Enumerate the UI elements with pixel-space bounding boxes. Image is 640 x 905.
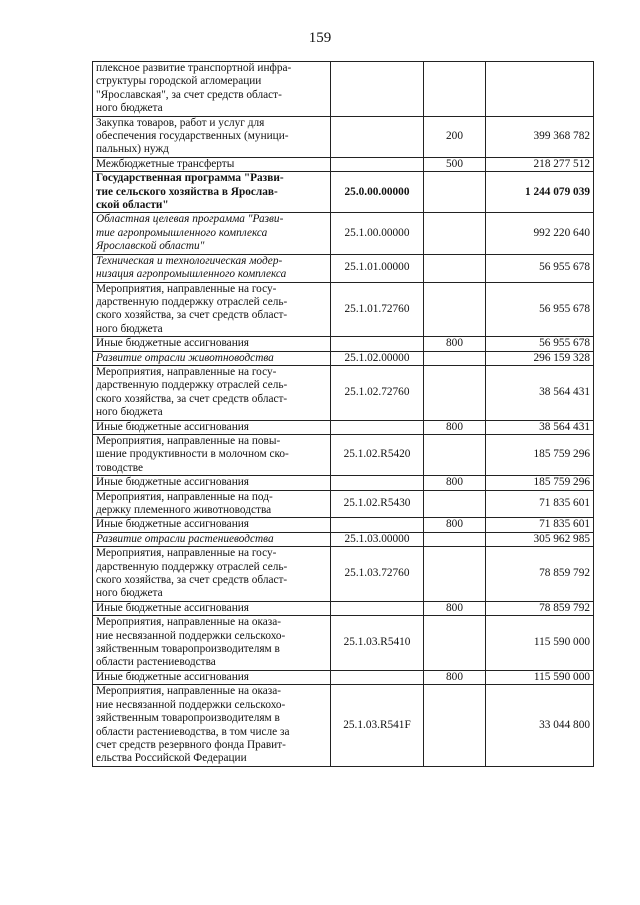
table-row [93,282,594,337]
row-expense-type-cell [424,685,486,766]
table-row [93,420,594,434]
row-expense-type-cell: 500 [424,157,486,171]
row-code-cell: 25.1.01.00000 [331,254,424,282]
row-expense-type-cell [424,282,486,337]
row-amount-cell: 992 220 640 [486,213,594,254]
table-row [93,434,594,475]
row-code-cell: 25.1.00.00000 [331,213,424,254]
row-name-cell: Иные бюджетные ассигнования [93,601,331,615]
row-amount-cell: 185 759 296 [486,434,594,475]
row-expense-type-cell [424,351,486,365]
table-row [93,616,594,671]
row-amount-cell: 305 962 985 [486,532,594,546]
row-expense-type-cell [424,254,486,282]
budget-table [92,61,594,767]
table-row [93,172,594,213]
table-row [93,365,594,420]
row-name-cell: Иные бюджетные ассигнования [93,337,331,351]
row-amount-cell: 71 835 601 [486,518,594,532]
table-row [93,476,594,490]
row-name-cell: Межбюджетные трансферты [93,157,331,171]
row-code-cell [331,157,424,171]
row-code-cell [331,518,424,532]
row-expense-type-cell: 800 [424,476,486,490]
table-row [93,670,594,684]
row-name-cell: Закупка товаров, работ и услуг для обеспечения государственных (муници- пальных) нужд [93,116,331,157]
table-row [93,518,594,532]
row-code-cell [331,476,424,490]
row-name-cell: Мероприятия, направленные на оказа- ние несвязанной поддержки сельскохо- зяйственным товаропроизводителям в области растениеводства, в том числе за счет средств резервного фонда Правит- ельства Российской Федерации [93,685,331,766]
row-name-cell: Мероприятия, направленные на госу- дарственную поддержку отраслей сель- ского хозяйства, за счет средств област- ного бюджета [93,547,331,602]
row-amount-cell: 56 955 678 [486,337,594,351]
table-row [93,254,594,282]
row-name-cell: Развитие отрасли растениеводства [93,532,331,546]
table-row [93,337,594,351]
row-name-cell: Иные бюджетные ассигнования [93,670,331,684]
row-amount-cell: 56 955 678 [486,282,594,337]
row-code-cell: 25.1.03.R541F [331,685,424,766]
row-amount-cell: 218 277 512 [486,157,594,171]
row-amount-cell: 33 044 800 [486,685,594,766]
table-row [93,685,594,766]
row-code-cell: 25.1.02.R5430 [331,490,424,518]
row-expense-type-cell [424,365,486,420]
table-row [93,157,594,171]
table-row [93,490,594,518]
row-expense-type-cell [424,172,486,213]
row-name-cell: Иные бюджетные ассигнования [93,518,331,532]
row-expense-type-cell: 800 [424,670,486,684]
row-name-cell: Иные бюджетные ассигнования [93,420,331,434]
row-code-cell: 25.1.02.72760 [331,365,424,420]
row-code-cell [331,62,424,117]
row-amount-cell: 38 564 431 [486,420,594,434]
row-expense-type-cell [424,616,486,671]
row-name-cell: Мероприятия, направленные на госу- дарственную поддержку отраслей сель- ского хозяйства, за счет средств област- ного бюджета [93,282,331,337]
row-amount-cell: 38 564 431 [486,365,594,420]
row-amount-cell: 296 159 328 [486,351,594,365]
row-name-cell: Областная целевая программа "Разви- тие агропромышленного комплекса Ярославской области" [93,213,331,254]
row-amount-cell: 78 859 792 [486,601,594,615]
row-code-cell: 25.0.00.00000 [331,172,424,213]
row-expense-type-cell [424,490,486,518]
row-expense-type-cell: 200 [424,116,486,157]
row-amount-cell: 1 244 079 039 [486,172,594,213]
row-expense-type-cell [424,532,486,546]
row-expense-type-cell: 800 [424,420,486,434]
page-number: 159 [308,30,332,46]
row-code-cell [331,670,424,684]
row-amount-cell: 185 759 296 [486,476,594,490]
row-expense-type-cell [424,547,486,602]
row-amount-cell: 399 368 782 [486,116,594,157]
table-row [93,532,594,546]
table-row [93,62,594,117]
row-code-cell [331,337,424,351]
row-name-cell: Техническая и технологическая модер- низация агропромышленного комплекса [93,254,331,282]
table-row [93,213,594,254]
row-name-cell: Мероприятия, направленные на госу- дарственную поддержку отраслей сель- ского хозяйства, за счет средств област- ного бюджета [93,365,331,420]
row-code-cell: 25.1.03.72760 [331,547,424,602]
row-name-cell: Государственная программа "Разви- тие сельского хозяйства в Ярослав- ской области" [93,172,331,213]
row-name-cell: Развитие отрасли животноводства [93,351,331,365]
row-expense-type-cell: 800 [424,601,486,615]
row-name-cell: Мероприятия, направленные на под- держку племенного животноводства [93,490,331,518]
row-code-cell: 25.1.03.R5410 [331,616,424,671]
row-code-cell: 25.1.01.72760 [331,282,424,337]
row-name-cell: Мероприятия, направленные на повы- шение продуктивности в молочном ско- товодстве [93,434,331,475]
budget-table-body [93,62,594,767]
row-code-cell: 25.1.02.R5420 [331,434,424,475]
row-amount-cell: 78 859 792 [486,547,594,602]
table-row [93,116,594,157]
row-expense-type-cell [424,213,486,254]
row-code-cell [331,601,424,615]
table-row [93,601,594,615]
row-expense-type-cell [424,62,486,117]
row-amount-cell [486,62,594,117]
row-name-cell: Иные бюджетные ассигнования [93,476,331,490]
row-name-cell: Мероприятия, направленные на оказа- ние несвязанной поддержки сельскохо- зяйственным товаропроизводителям в области растениеводства [93,616,331,671]
row-amount-cell: 71 835 601 [486,490,594,518]
row-code-cell [331,116,424,157]
row-expense-type-cell [424,434,486,475]
row-amount-cell: 115 590 000 [486,616,594,671]
row-code-cell: 25.1.02.00000 [331,351,424,365]
row-expense-type-cell: 800 [424,518,486,532]
row-code-cell [331,420,424,434]
row-amount-cell: 115 590 000 [486,670,594,684]
row-expense-type-cell: 800 [424,337,486,351]
row-name-cell: плексное развитие транспортной инфра- структуры городской агломерации "Ярославская", за счет средств област- ного бюджета [93,62,331,117]
table-row [93,351,594,365]
row-code-cell: 25.1.03.00000 [331,532,424,546]
row-amount-cell: 56 955 678 [486,254,594,282]
table-row [93,547,594,602]
